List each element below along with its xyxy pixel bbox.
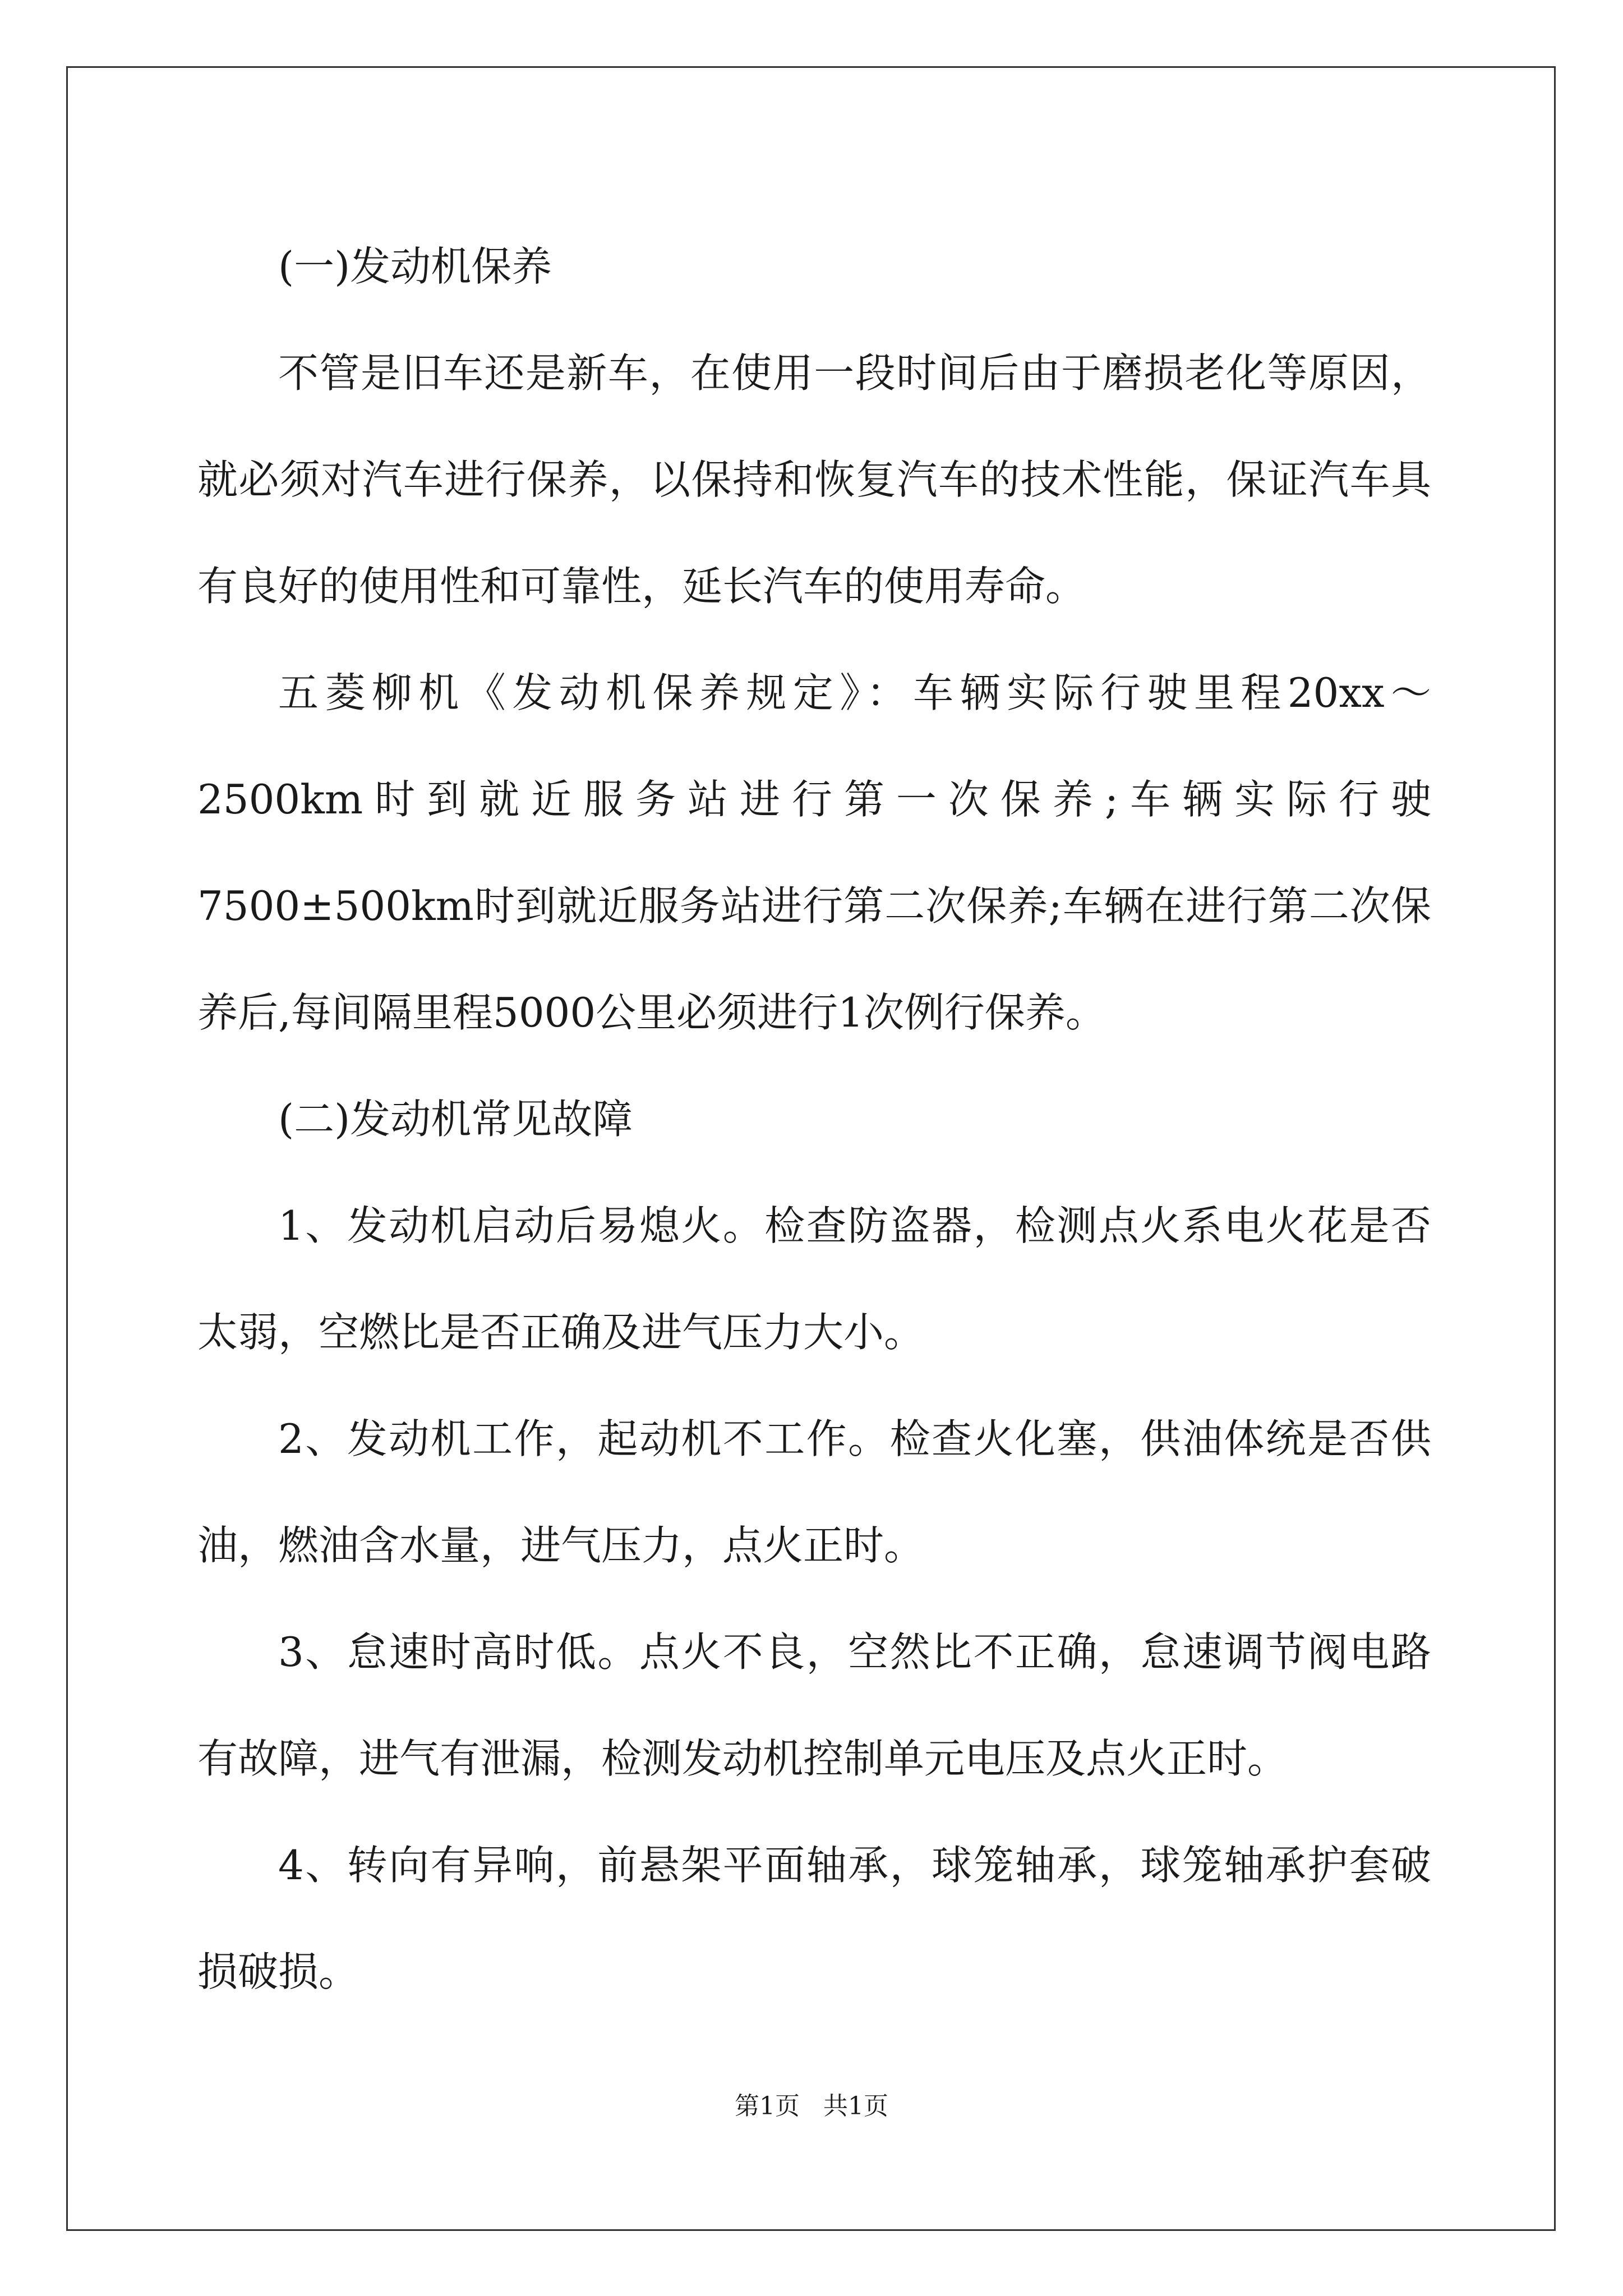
paragraph: 2、发动机工作，起动机不工作。检查火化塞，供油体统是否供油，燃油含水量，进气压力，点火正时。 — [197, 1415, 1431, 1569]
page-number: 第1页 — [735, 2092, 800, 2120]
page-total: 共1页 — [823, 2092, 888, 2120]
section-heading-2: (二)发动机常见故障 — [278, 1096, 633, 1143]
paragraph: 五菱柳机《发动机保养规定》：车辆实际行驶里程20xx～2500km时到就近服务站进行第一次保养;车辆实际行驶7500±500km时到就近服务站进行第二次保养;车辆在进行第二次保养后,每间隔里程5000公里必须进行1次例行保养。 — [197, 669, 1431, 1036]
page-footer — [0, 2086, 1623, 2122]
paragraph: 1、发动机启动后易熄火。检查防盗器，检测点火系电火花是否太弱，空燃比是否正确及进气压力大小。 — [197, 1202, 1431, 1356]
paragraph: 不管是旧车还是新车，在使用一段时间后由于磨损老化等原因，就必须对汽车进行保养，以保持和恢复汽车的技术性能，保证汽车具有良好的使用性和可靠性，延长汽车的使用寿命。 — [197, 349, 1431, 610]
paragraph: 3、怠速时高时低。点火不良，空然比不正确，怠速调节阀电路有故障，进气有泄漏，检测发动机控制单元电压及点火正时。 — [197, 1628, 1431, 1782]
section-heading-1: (一)发动机保养 — [278, 243, 552, 290]
document-body — [197, 213, 1431, 2025]
paragraph: 4、转向有异响，前悬架平面轴承，球笼轴承，球笼轴承护套破损破损。 — [197, 1842, 1431, 1995]
